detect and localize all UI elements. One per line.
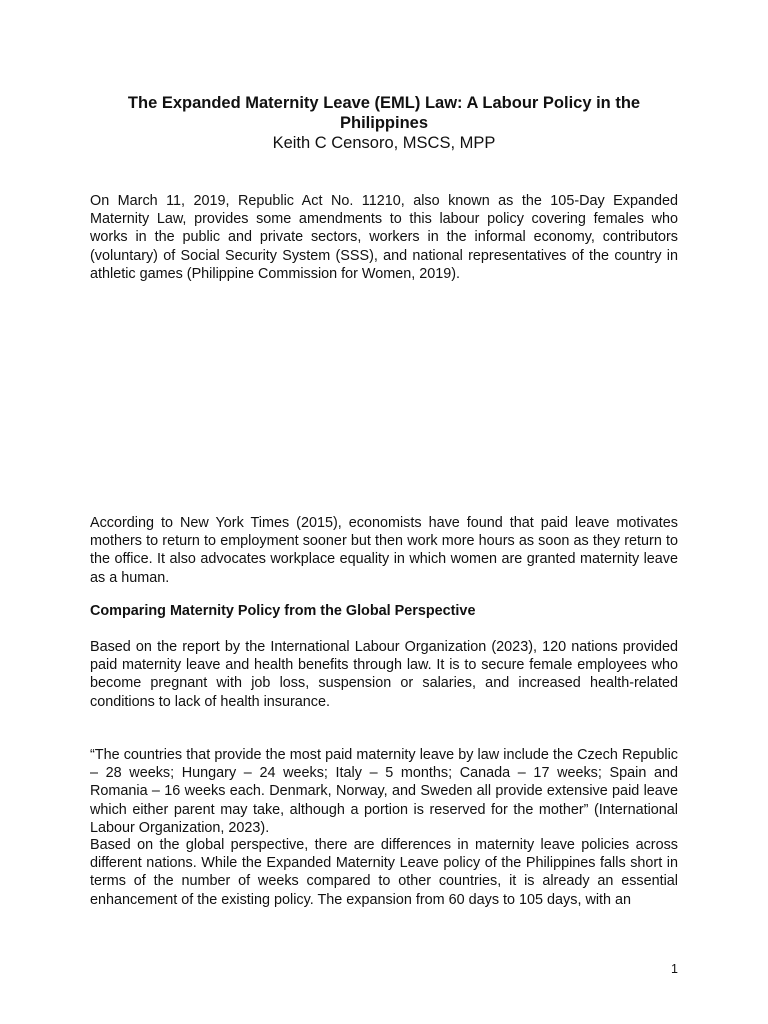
document-author: Keith C Censoro, MSCS, MPP <box>272 134 496 152</box>
title-block <box>90 93 678 153</box>
paragraph-ilo-report: Based on the report by the International Labour Organization (2023), 120 nations provided paid maternity leave and health benefits through law. It is to secure female employees who become pregnant with job loss, suspension or salaries, and increased health-related conditions to lack of health insurance. <box>90 639 678 710</box>
paragraph-intro: On March 11, 2019, Republic Act No. 11210, also known as the 105-Day Expanded Maternity Law, provides some amendments to this labour policy covering females who works in the public and private sectors, workers in the informal economy, contributors (voluntary) of Social Security System (SSS), and national representatives of the country in athletic games (Philippine Commission for Women, 2019). <box>90 193 678 282</box>
paragraph-global-perspective: Based on the global perspective, there are differences in maternity leave policies across different nations. While the Expanded Maternity Leave policy of the Philippines falls short in terms of the number of weeks compared to other countries, it is already an essential enhancement of the existing policy. The expansion from 60 days to 105 days, with an <box>90 837 678 908</box>
document-title: The Expanded Maternity Leave (EML) Law: A Labour Policy in the Philippines <box>127 94 641 132</box>
page-number: 1 <box>671 962 678 976</box>
paragraph-quote: “The countries that provide the most paid maternity leave by law include the Czech Republic – 28 weeks; Hungary – 24 weeks; Italy – 5 months; Canada – 17 weeks; Spain and Romania – 16 weeks each. Denmark, Norway, and Sweden all provide extensive paid leave which either parent may take, although a portion is reserved for the mother” (International Labour Organization, 2023). <box>90 747 678 836</box>
paragraph-new-york-times: According to New York Times (2015), economists have found that paid leave motivates mothers to return to employment sooner but then work more hours as soon as they return to the office. It also advocates workplace equality in which women are granted maternity leave as a human. <box>90 515 678 586</box>
section-heading: Comparing Maternity Policy from the Global Perspective <box>90 603 476 619</box>
